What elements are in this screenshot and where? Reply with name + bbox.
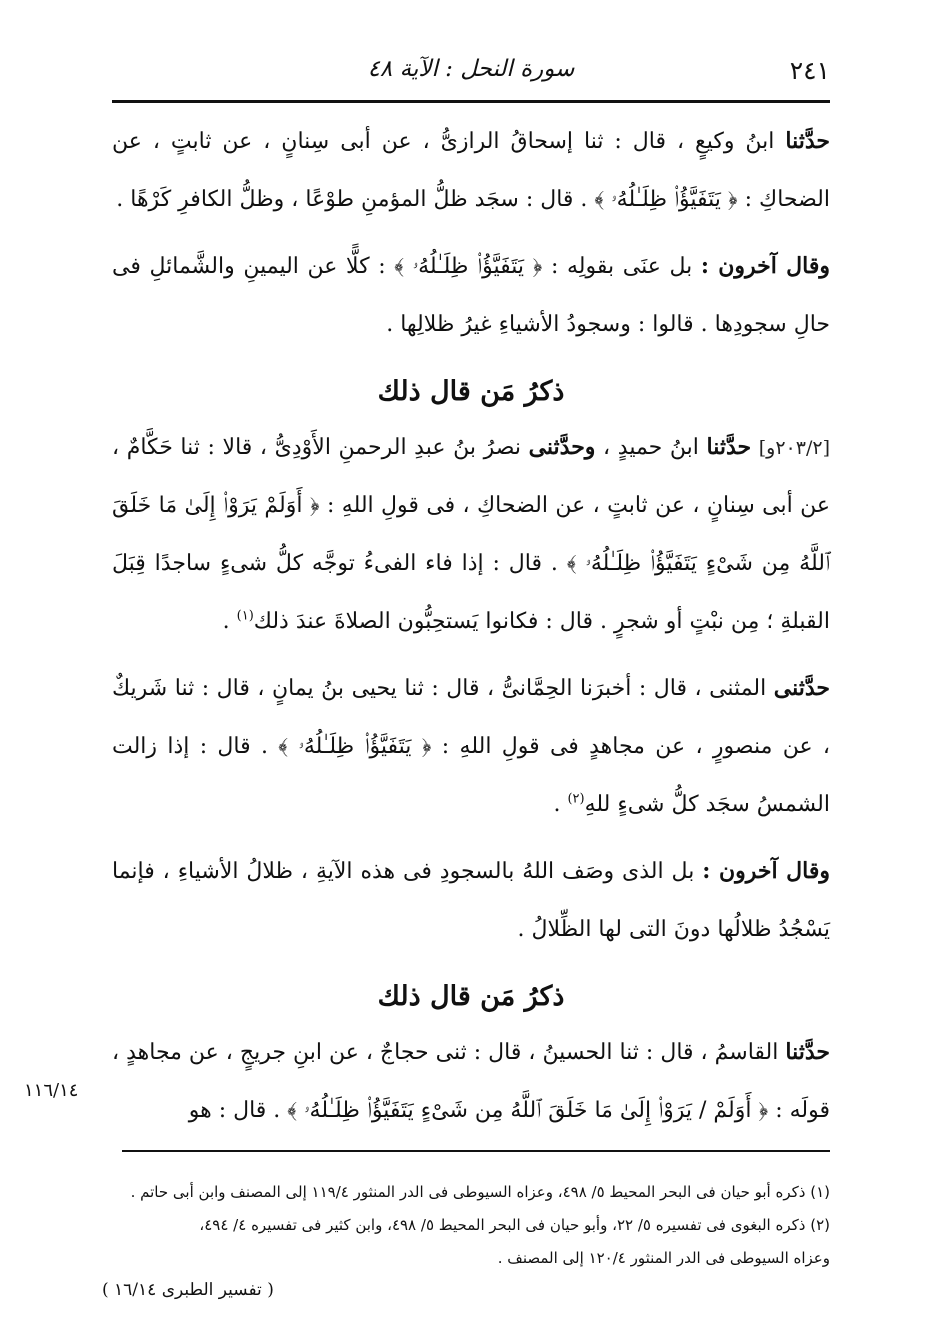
margin-reference: ١١٦/١٤ — [24, 1080, 79, 1101]
narration-lead: حدَّثنى — [773, 675, 830, 701]
footnote-divider — [122, 1150, 830, 1152]
narration-text: المثنى ، قال : أخبرَنا الحِمَّانىُّ ، قال : ثنا يحيى بنُ يمانٍ ، قال : ثنا شَريكٌ ، عن منصورٍ ، عن مجاهدٍ فى قولِ اللهِ : — [112, 676, 830, 759]
running-title: سورة النحل : الآية ٤٨ — [367, 56, 575, 82]
page-header — [112, 52, 830, 103]
narration-lead: حدَّثنا — [785, 1039, 830, 1065]
narration-lead: حدَّثنا — [706, 434, 752, 460]
footnotes — [112, 1176, 830, 1275]
footnote-marker: (٢) — [567, 791, 585, 807]
paragraph-4 — [112, 659, 830, 834]
paragraph-2 — [112, 237, 830, 354]
quran-verse: ﴿ يَتَفَيَّؤُا۟ ظِلَـٰلُهُۥ ﴾ — [594, 187, 738, 212]
footnote-1: (١) ذكره أبو حيان فى البحر المحيط ٥/ ٤٩٨، وعزاه السيوطى فى الدر المنثور ١١٩/٤ إلى المصنف وابن أبى حاتم . — [130, 1183, 830, 1201]
quran-verse: ﴿ يَتَفَيَّؤُا۟ ظِلَـٰلُهُۥ ﴾ — [278, 734, 432, 759]
sentence-end: . — [553, 792, 568, 817]
narration-text: ابنُ حميدٍ ، — [595, 435, 707, 460]
manuscript-ref: [٢٠٣/٢و] — [758, 437, 830, 459]
sentence-end: . — [222, 609, 237, 634]
narration-text: بل عنَى بقولِه : — [542, 254, 701, 279]
narration-lead: وقال آخرون : — [700, 253, 830, 279]
footnote-marker: (١) — [236, 608, 254, 624]
section-heading-2: ذكرُ مَن قال ذلك — [377, 981, 565, 1012]
narration-tail: . قال : سجَد ظلُّ المؤمنِ طوْعًا ، وظلُّ الكافرِ كَرْهًا . — [116, 187, 595, 212]
paragraph-1 — [112, 112, 830, 229]
paragraph-6 — [112, 1023, 830, 1140]
quran-verse: ﴿ يَتَفَيَّؤُا۟ ظِلَـٰلُهُۥ ﴾ — [394, 254, 543, 279]
narration-tail: . قال : إذا زالت الشمسُ سجَد كلُّ شىءٍ للهِ — [112, 734, 830, 817]
quran-verse: ﴿ أَوَلَمْ / يَرَوْا۟ إِلَىٰ مَا خَلَقَ ٱللَّهُ مِن شَىْءٍ يَتَفَيَّؤُا۟ ظِلَـٰلُهُۥ ﴾ — [287, 1098, 769, 1123]
narration-tail: . قال : هو — [188, 1098, 288, 1123]
narration-text-2: نصرُ بنُ عبدِ الرحمنِ الأَوْدِىُّ ، قالا : ثنا حَكَّامٌ ، عن أبى سِنانٍ ، عن ثابتٍ ، عن الضحاكِ ، فى قولِ اللهِ : — [112, 435, 830, 518]
narration-tail: . قال : إذا فاء الفىءُ توجَّه كلُّ شىءٍ ساجدًا قِبَلَ القبلةِ ؛ مِن نبْتٍ أو شجرٍ . قال : فكانوا يَستحِبُّون الصلاةَ عندَ ذلك — [112, 551, 830, 634]
section-heading: ذكرُ مَن قال ذلك — [377, 376, 565, 407]
footnote-2-continued: وعزاه السيوطى فى الدر المنثور ١٢٠/٤ إلى المصنف . — [497, 1249, 830, 1267]
narration-lead: حدَّثنا — [785, 128, 830, 154]
narration-text: بل الذى وصَف اللهُ بالسجودِ فى هذه الآيةِ ، ظلالُ الأشياءِ ، فإنما يَسْجُدُ ظلالُها دونَ التى لها الظِّلالُ . — [112, 859, 830, 942]
paragraph-5 — [112, 842, 830, 959]
signature-footer: ( تفسير الطبرى ١٦/١٤ ) — [102, 1280, 274, 1300]
page-number: ٢٤١ — [789, 56, 830, 85]
narration-tail: : كلًّا عن اليمينِ والشَّمائلِ فى حالِ سجودِها . قالوا : وسجودُ الأشياءِ غيرُ ظلالِها . — [112, 254, 830, 337]
narration-lead: وقال آخرون : — [702, 858, 830, 884]
narration-lead-2: وحدَّثنى — [528, 434, 596, 460]
main-text — [112, 112, 830, 1140]
narration-text: القاسمُ ، قال : ثنا الحسينُ ، قال : ثنى حجاجٌ ، عن ابنِ جريجٍ ، عن مجاهدٍ ، قولَه : — [112, 1040, 830, 1123]
paragraph-3 — [112, 418, 830, 651]
narration-text: ابنُ وكيعٍ ، قال : ثنا إسحاقُ الرازىُّ ، عن أبى سِنانٍ ، عن ثابتٍ ، عن الضحاكِ : — [112, 129, 830, 212]
footnote-2: (٢) ذكره البغوى فى تفسيره ٥/ ٢٢، وأبو حيان فى البحر المحيط ٥/ ٤٩٨، وابن كثير فى تفسيره ٤/ ٤٩٤، — [199, 1216, 830, 1234]
quran-verse: ﴿ أَوَلَمْ يَرَوْا۟ إِلَىٰ مَا خَلَقَ ٱللَّهُ مِن شَىْءٍ يَتَفَيَّؤُا۟ ظِلَـٰلُهُۥ ﴾ — [112, 493, 830, 576]
